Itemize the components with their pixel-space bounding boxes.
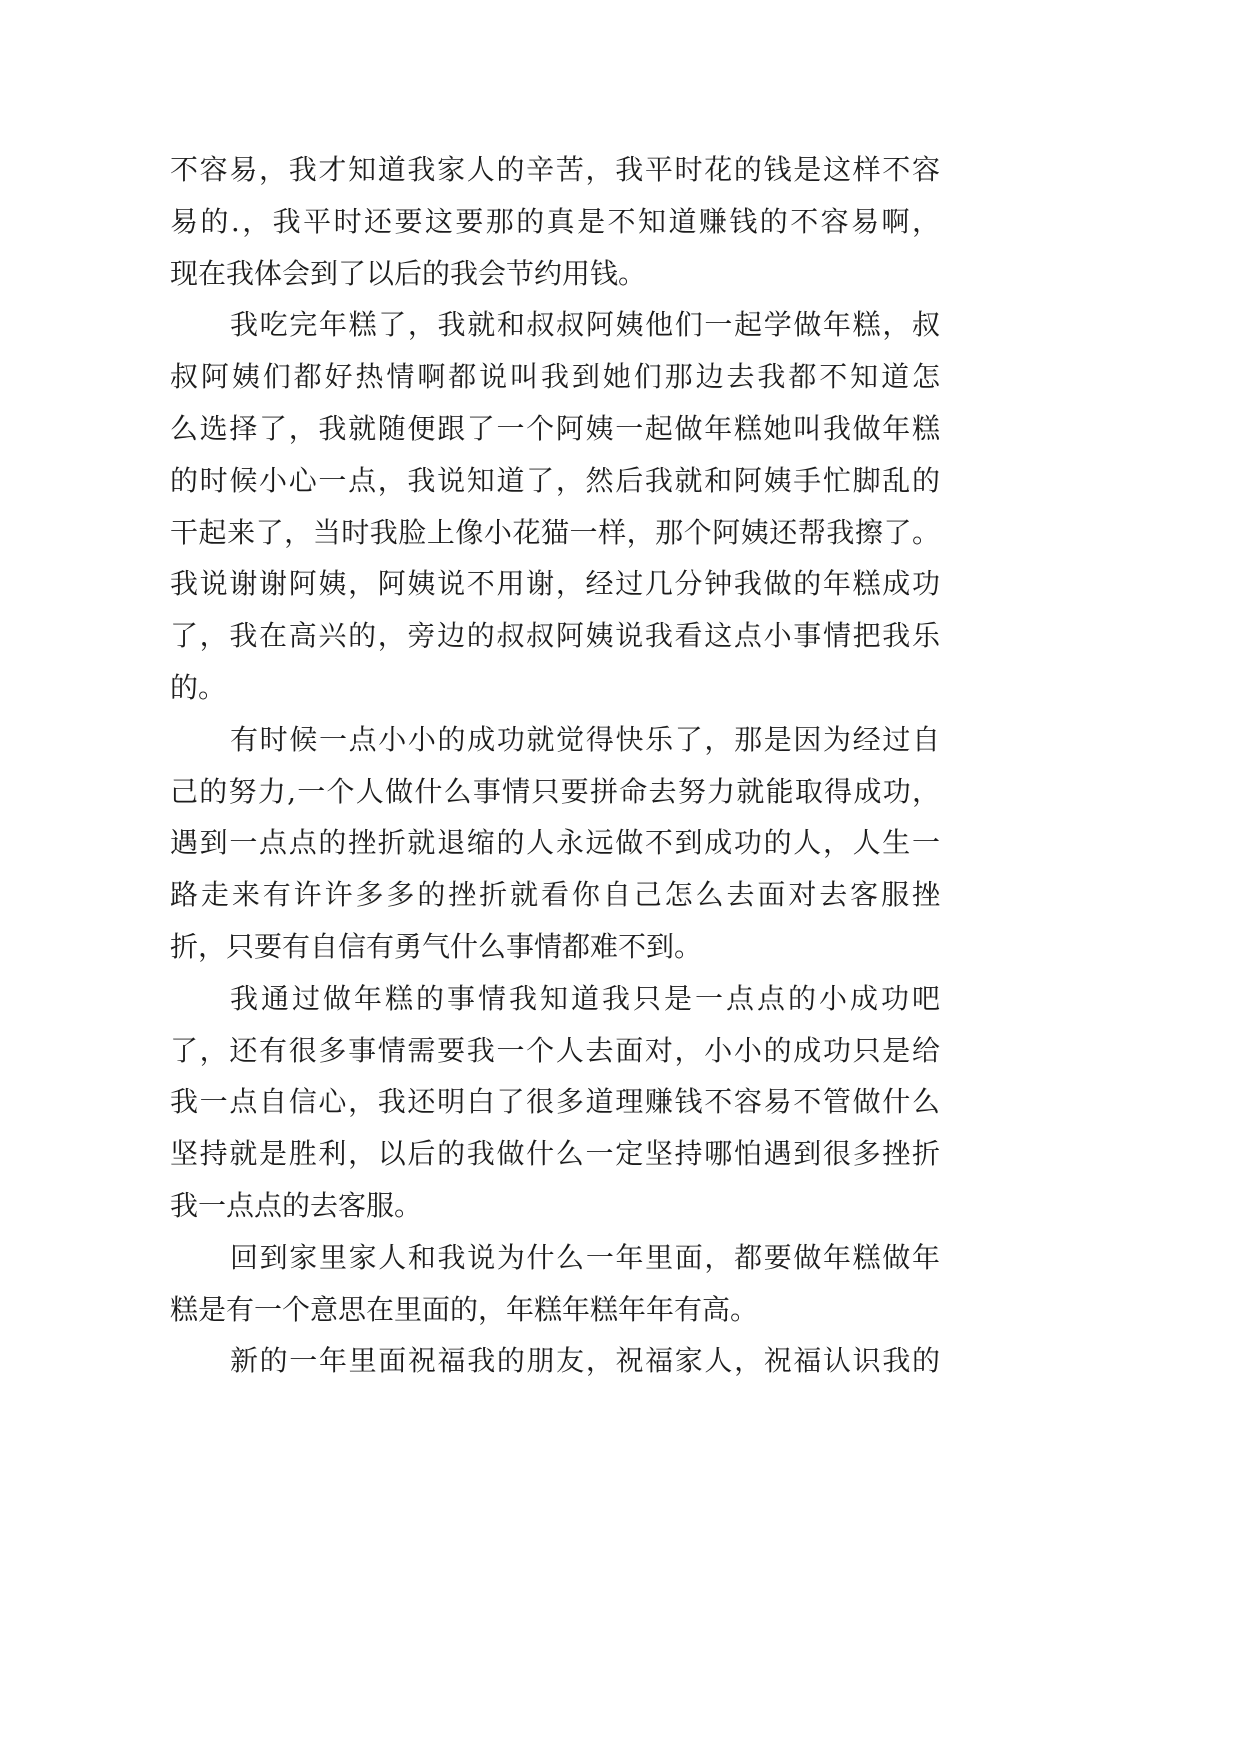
text-line: 我一点点的去客服。 [170, 1188, 423, 1222]
text-line: 的时候小心一点，我说知道了，然后我就和阿姨手忙脚乱的 [170, 463, 940, 497]
text-line: 我通过做年糕的事情我知道我只是一点点的小成功吧 [230, 981, 940, 1015]
text-line: 折，只要有自信有勇气什么事情都难不到。 [170, 929, 703, 963]
text-line: 叔阿姨们都好热情啊都说叫我到她们那边去我都不知道怎 [170, 360, 940, 394]
paragraph [170, 973, 940, 1232]
text-line: 回到家里家人和我说为什么一年里面，都要做年糕做年 [230, 1240, 940, 1274]
text-line: 坚持就是胜利，以后的我做什么一定坚持哪怕遇到很多挫折 [170, 1137, 940, 1171]
text-line: 不容易，我才知道我家人的辛苦，我平时花的钱是这样不容 [170, 153, 940, 186]
paragraph [170, 1335, 940, 1387]
document-body [170, 144, 940, 1387]
text-line: 了，我在高兴的，旁边的叔叔阿姨说我看这点小事情把我乐 [170, 619, 940, 653]
text-line: 么选择了，我就随便跟了一个阿姨一起做年糕她叫我做年糕 [170, 411, 940, 445]
text-line: 遇到一点点的挫折就退缩的人永远做不到成功的人，人生一 [170, 826, 940, 860]
text-line: 糕是有一个意思在里面的，年糕年糕年年有高。 [170, 1292, 759, 1326]
text-line: 干起来了，当时我脸上像小花猫一样，那个阿姨还帮我擦了。 [170, 515, 940, 549]
paragraph [170, 714, 940, 973]
text-line: 的。 [170, 670, 227, 704]
text-line: 新的一年里面祝福我的朋友，祝福家人，祝福认识我的 [230, 1344, 940, 1378]
text-line: 路走来有许许多多的挫折就看你自己怎么去面对去客服挫 [170, 878, 940, 912]
paragraph [170, 299, 940, 713]
text-line: 己的努力,一个人做什么事情只要拼命去努力就能取得成功， [170, 774, 940, 808]
text-line: 易的.，我平时还要这要那的真是不知道赚钱的不容易啊， [170, 204, 940, 238]
text-line: 了，还有很多事情需要我一个人去面对，小小的成功只是给 [170, 1033, 940, 1067]
text-line: 有时候一点小小的成功就觉得快乐了，那是因为经过自 [230, 722, 940, 756]
text-line: 我一点自信心，我还明白了很多道理赚钱不容易不管做什么 [170, 1085, 940, 1119]
paragraph [170, 144, 940, 299]
text-line: 现在我体会到了以后的我会节约用钱。 [170, 256, 647, 290]
text-line: 我吃完年糕了，我就和叔叔阿姨他们一起学做年糕，叔 [230, 308, 940, 342]
text-line: 我说谢谢阿姨，阿姨说不用谢，经过几分钟我做的年糕成功 [170, 567, 940, 601]
paragraph [170, 1232, 940, 1336]
